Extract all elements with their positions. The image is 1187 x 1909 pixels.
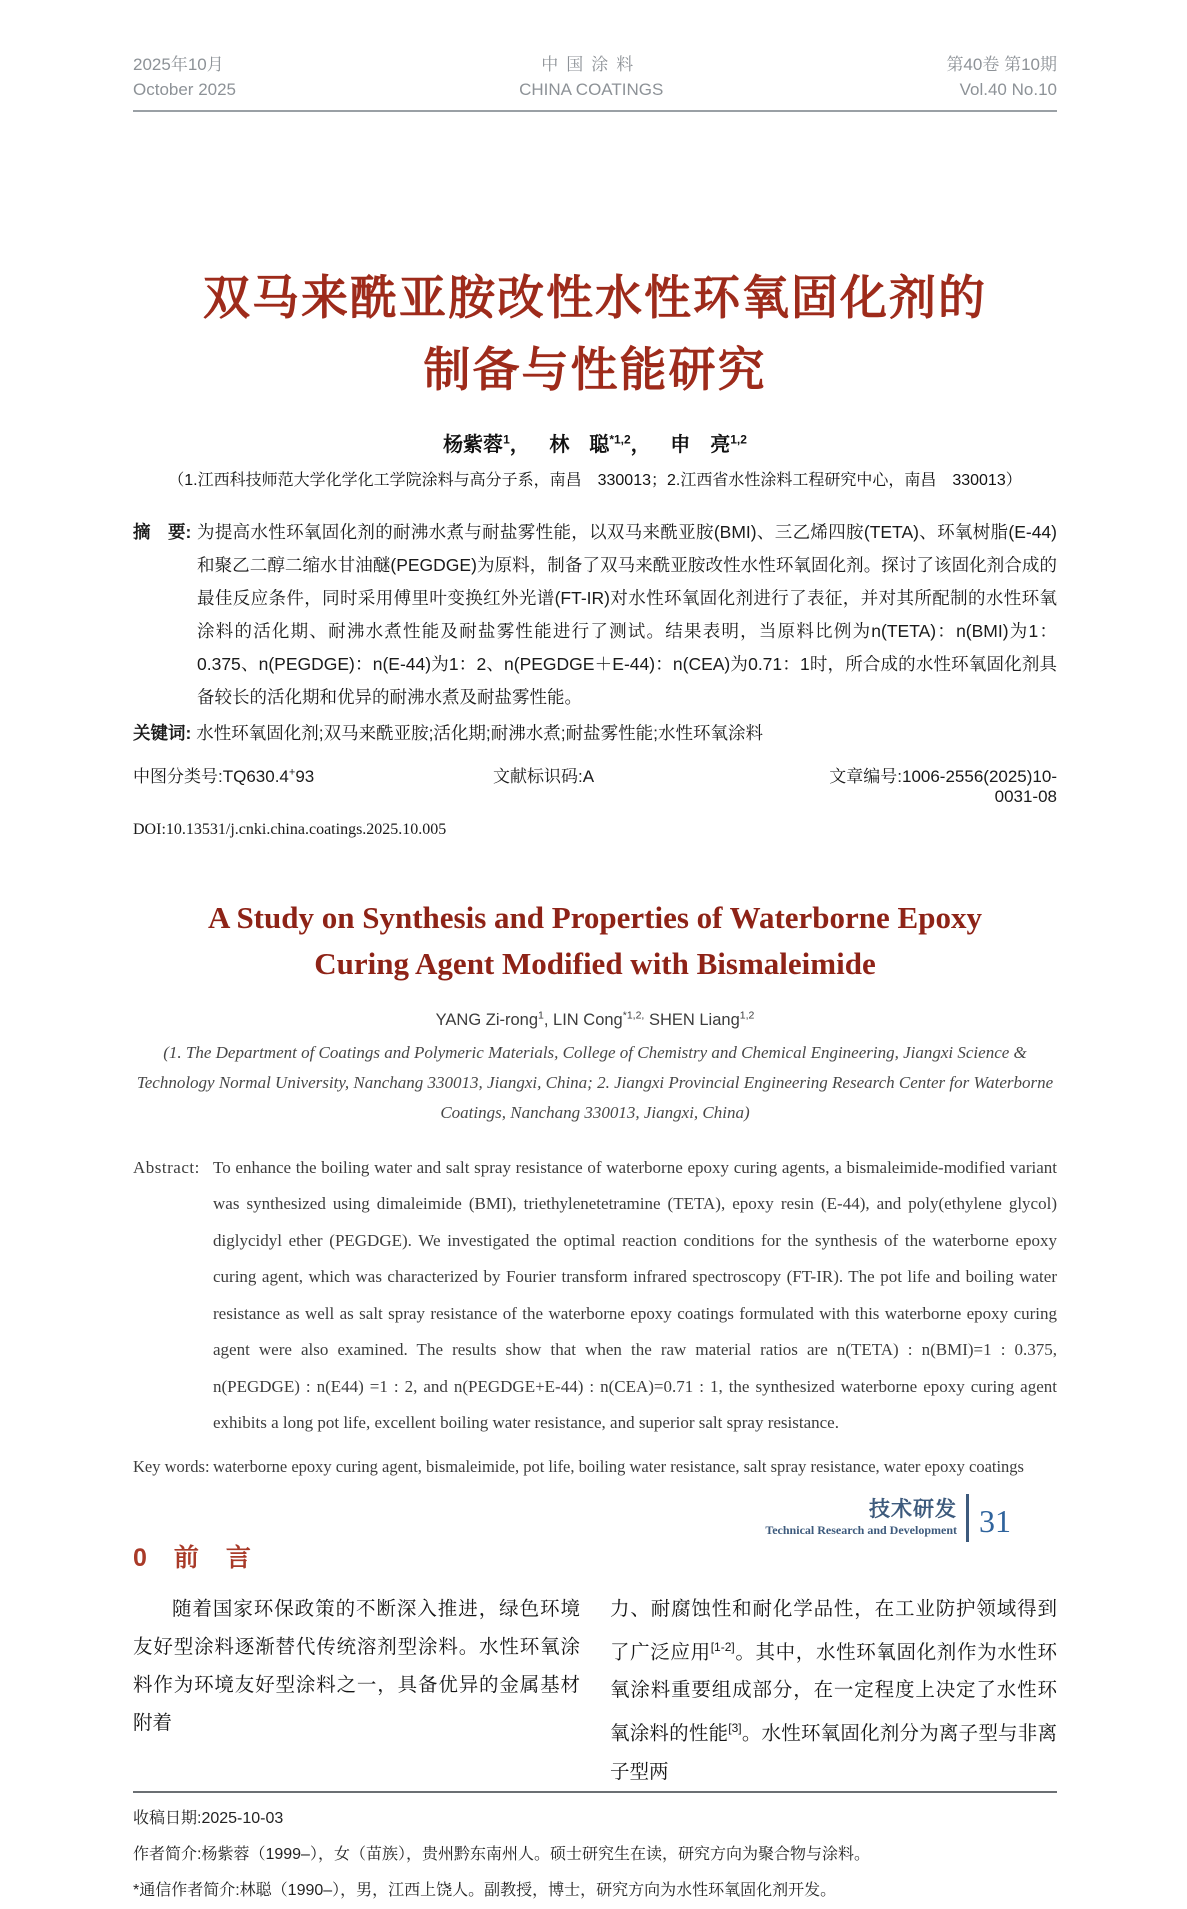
author-en-2: LIN Cong$^{*1,2,}$ [553, 1009, 645, 1029]
header-journal [519, 52, 663, 102]
header-journal-en: CHINA COATINGS [519, 80, 664, 99]
header-date-en: October 2025 [133, 80, 237, 99]
body-column-right: 力、耐腐蚀性和耐化学品性，在工业防护领域得到了广泛应用[1-2]。其中，水性环氧固化剂作为水性环氧涂料重要组成部分，在一定程度上决定了水性环氧涂料的性能[3]。水性环氧固化剂分为离子型与非离子型两 [610, 1597, 1057, 1783]
affiliation-cn: （1.江西科技师范大学化学化工学院涂料与高分子系，南昌 330013；2.江西省水性涂料工程研究中心，南昌 330013） [168, 472, 1022, 489]
author-cn-1-sup: 1 [503, 432, 510, 447]
clc-number: 中图分类号:TQ630.4+93 [133, 766, 315, 786]
author-en-3: SHEN Liang$^{1,2}$ [648, 1009, 755, 1029]
header-date [133, 52, 236, 102]
corresponding-author-bio: *通信作者简介:林聪（1990–），男，江西上饶人。副教授，博士，研究方向为水性环氧固化剂开发。 [133, 1881, 837, 1899]
author-cn-3-sup: 1,2 [730, 432, 747, 447]
keywords-cn-label: 关键词: [133, 723, 192, 743]
abstract-cn [133, 516, 1057, 714]
author-cn-1: 杨紫蓉$^1$， [443, 432, 530, 456]
authors-en [133, 1009, 1057, 1030]
keywords-cn-text: 水性环氧固化剂;双马来酰亚胺;活化期;耐沸水煮;耐盐雾性能;水性环氧涂料 [196, 723, 764, 743]
keywords-en-label: Key words: [133, 1456, 210, 1476]
abstract-en [133, 1150, 1057, 1442]
authors-cn [133, 428, 1057, 457]
doi: DOI:10.13531/j.cnki.china.coatings.2025.10.005 [133, 821, 447, 838]
article-number: 文章编号:1006-2556(2025)10-0031-08 [829, 767, 1057, 806]
author-en-2-sup: *1,2, [622, 1009, 645, 1021]
abstract-en-text: To enhance the boiling water and salt spray resistance of waterborne epoxy curing agents, a bismaleimide-modified variant was synthesized using dimaleimide (BMI), triethylenetetramine (TETA), epoxy resin (E-44), and poly(ethylene glycol) diglycidyl ether (PEGDGE). We investigated the optimal reaction conditions for the synthesis of the waterborne epoxy curing agent, which was characterized by Fourier transform infrared spectroscopy (FT-IR). The pot life and boiling water resistance as well as salt spray resistance of the waterborne epoxy coatings formulated with this waterborne epoxy curing agent were also examined. The results show that when the raw material ratios are n(TETA) : n(BMI)=1 : 0.375, n(PEGDGE) : n(E44) =1 : 2, and n(PEGDGE+E-44) : n(CEA)=0.71 : 1, the synthesized waterborne epoxy curing agent exhibits a long pot life, excellent boiling water resistance, and superior salt spray resistance. [213, 1157, 1057, 1432]
received-date: 收稿日期:2025-10-03 [133, 1809, 284, 1827]
abstract-cn-label: 摘 要: [133, 522, 192, 542]
keywords-en-text: waterborne epoxy curing agent, bismaleimide, pot life, boiling water resistance, salt spray resistance, water epoxy coatings [213, 1456, 1024, 1476]
title-cn-line1: 双马来酰亚胺改性水性环氧固化剂的 [203, 271, 987, 324]
page-footer [765, 1494, 1011, 1542]
author-en-3-sup: 1,2 [739, 1009, 755, 1021]
header-date-cn: 2025年10月 [133, 55, 224, 74]
body-columns [133, 1590, 1057, 1791]
meta-row [133, 762, 1057, 807]
keywords-en [133, 1454, 1057, 1480]
section-heading-introduction: 0 前 言 [133, 1543, 252, 1572]
author-bio: 作者简介:杨紫蓉（1999–），女（苗族），贵州黔东南州人。硕士研究生在读，研究方向为聚合物与涂料。 [133, 1845, 870, 1863]
author-en-1-sup: 1 [538, 1009, 544, 1021]
clc-superscript: + [288, 766, 296, 779]
title-en-line2: Curing Agent Modified with Bismaleimide [314, 946, 876, 981]
abstract-cn-text: 为提高水性环氧固化剂的耐沸水煮与耐盐雾性能，以双马来酰亚胺(BMI)、三乙烯四胺(TETA)、环氧树脂(E-44)和聚乙二醇二缩水甘油醚(PEGDGE)为原料，制备了双马来酰亚胺改性水性环氧固化剂。探讨了该固化剂合成的最佳反应条件，同时采用傅里叶变换红外光谱(FT-IR)对水性环氧固化剂进行了表征，并对其所配制的水性环氧涂料的活化期、耐沸水煮性能及耐盐雾性能进行了测试。结果表明，当原料比例为n(TETA)：n(BMI)为1：0.375、n(PEGDGE)：n(E-44)为1：2、n(PEGDGE＋E-44)：n(CEA)为0.71：1时，所合成的水性环氧固化剂具备较长的活化期和优异的耐沸水煮及耐盐雾性能。 [197, 522, 1057, 707]
header-issue-en: Vol.40 No.10 [959, 80, 1057, 99]
keywords-cn [133, 718, 1057, 748]
article-title-en [133, 895, 1057, 987]
footnotes [133, 1791, 1057, 1909]
intro-paragraph-left: 随着国家环保政策的不断深入推进，绿色环境友好型涂料逐渐替代传统溶剂型涂料。水性环氧涂料作为环境友好型涂料之一，具备优异的金属基材附着 [133, 1597, 580, 1734]
affiliation-en: (1. The Department of Coatings and Polymeric Materials, College of Chemistry and Chemical Engineering, Jiangxi Science & Technology Normal University, Nanchang 330013, Jiangxi, China; 2. Jiangxi Provincial Engineering Research Center for Waterborne Coatings, Nanchang 330013, Jiangxi, China) [136, 1042, 1054, 1122]
article-title-cn [133, 262, 1057, 406]
document-code: 文献标识码:A [493, 767, 595, 786]
title-cn-line2: 制备与性能研究 [423, 343, 767, 396]
abstract-en-label: Abstract: [133, 1157, 200, 1177]
header-issue-cn: 第40卷 第10期 [946, 55, 1057, 74]
title-en-line1: A Study on Synthesis and Properties of Waterborne Epoxy [208, 900, 982, 935]
column-name-cn: 技术研发 [869, 1498, 957, 1521]
paper-page [133, 0, 1057, 1909]
author-cn-2-sup: *1,2 [609, 432, 631, 447]
citation-ref-2: [3] [728, 1721, 742, 1735]
header-issue [946, 52, 1057, 102]
column-labels [765, 1498, 966, 1538]
citation-ref-1: [1-2] [710, 1639, 735, 1654]
author-cn-2: 林 聪$^{*1,2}$， [549, 432, 651, 456]
body-column-left [133, 1590, 580, 1791]
header-journal-cn: 中国涂料 [541, 55, 642, 74]
page-number: 31 [979, 1502, 1011, 1539]
author-cn-3: 申 亮$^{1,2}$ [670, 432, 747, 456]
journal-header [133, 0, 1057, 112]
column-name-en: Technical Research and Development [765, 1523, 957, 1537]
author-en-1: YANG Zi-rong$^1$, [435, 1009, 554, 1029]
